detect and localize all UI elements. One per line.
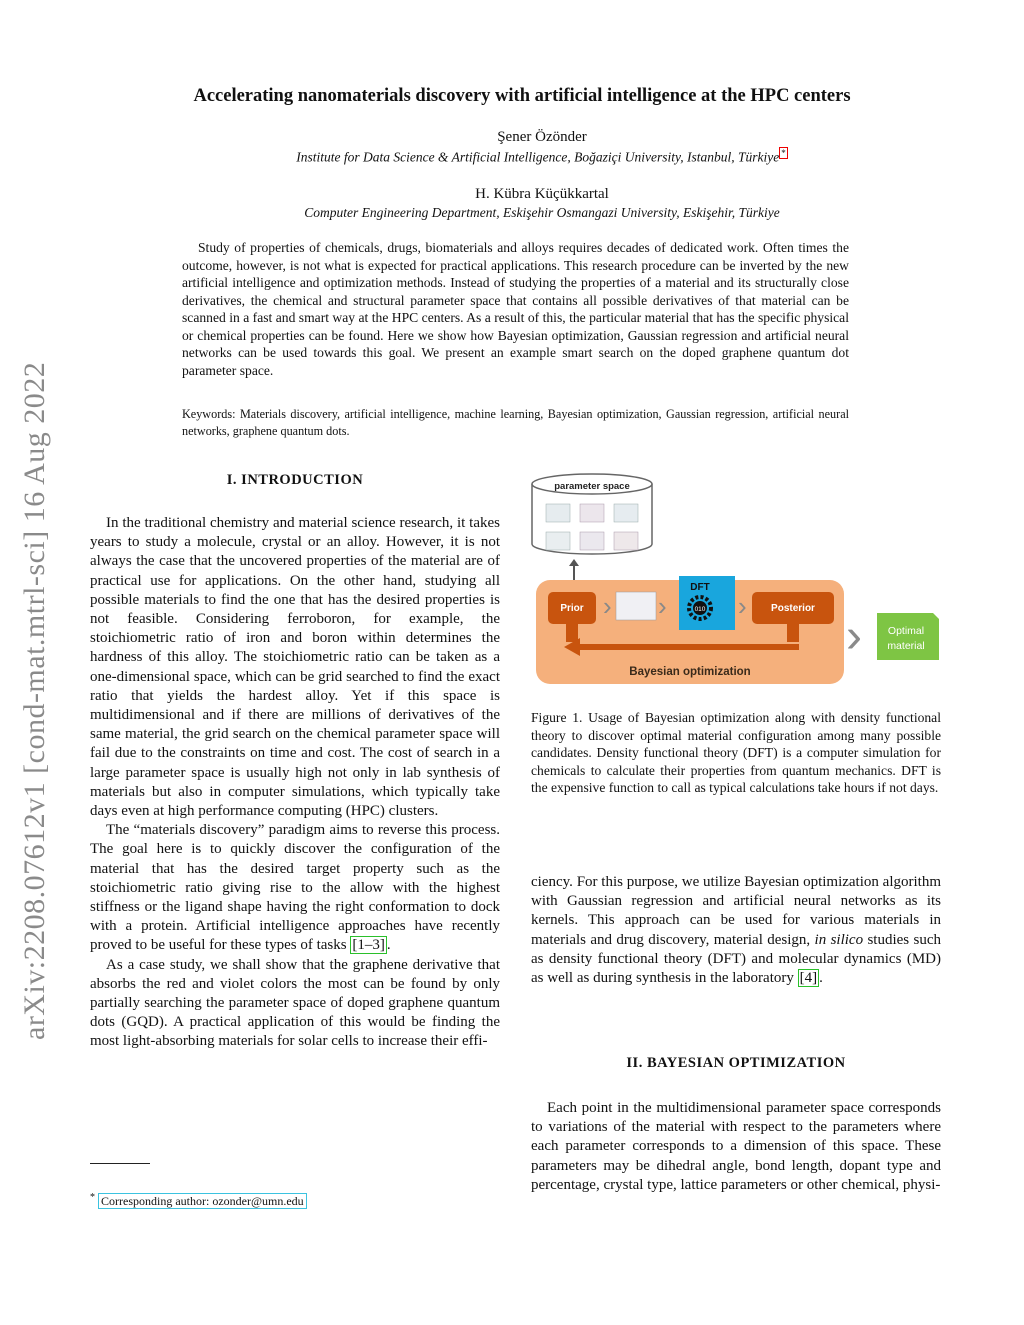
dft-box xyxy=(679,576,735,630)
posterior-label: Posterior xyxy=(771,603,815,614)
chevron-right-icon: › xyxy=(738,591,747,621)
footnote-rule xyxy=(90,1163,150,1164)
right-column-text xyxy=(531,873,941,988)
author-2: H. Kübra Küçükkartal xyxy=(475,186,609,202)
optimal-label-line-2: material xyxy=(887,640,925,652)
intro-paragraph-1: In the traditional chemistry and material science research, it takes years to study a molecule, crystal or an alloy. However, it is not always the case that the uncovered properties of the material are of practical use for applications. On the other hand, studying all possible materials to find the one that has the desired properties is not feasible. Considering ferroboron, for example, the stoichiometric ratio of iron and boron within determines the hardness of this alloy. The stoichiometric ratio can be taken as a one-dimensional space, which can be grid searched to find the exact ratio that yields the hardest alloy. Yet if this space is multidimensional and if there are millions of derivatives of the same material, the grid search on the chemical parameter space will fail due to the constraints on time and cost. The cost of search in a large parameter space is usually high not only in lab synthesis of materials but also in computer simulations, which typically take days even at high performance computing (HPC) clusters. xyxy=(90,515,500,820)
paper-title: Accelerating nanomaterials discovery with artificial intelligence at the HPC centers xyxy=(193,86,851,106)
figure-1-diagram xyxy=(528,470,944,700)
prior-label: Prior xyxy=(560,603,584,614)
arxiv-side-stamp: arXiv:2208.07612v1 [cond-mat.mtrl-sci] 16 Aug 2022 xyxy=(18,361,51,1040)
chevron-right-icon: › xyxy=(658,591,667,621)
bayesian-section-text xyxy=(531,1099,941,1195)
svg-text:010: 010 xyxy=(694,606,706,613)
chevron-right-icon: › xyxy=(603,591,612,621)
author-1: Şener Özönder xyxy=(497,129,587,145)
keywords: Keywords: Materials discovery, artificial intelligence, machine learning, Bayesian optimization, Gaussian regression, artificial neural networks, graphene quantum dots. xyxy=(182,407,849,438)
citation-1-3[interactable]: [1–3] xyxy=(352,937,385,954)
corresponding-mark[interactable]: * xyxy=(781,148,786,158)
optimal-label-line-1: Optimal xyxy=(887,625,925,637)
section-heading-bayesian-optimization: II. BAYESIAN OPTIMIZATION xyxy=(626,1055,846,1071)
intro-paragraph-3: As a case study, we shall show that the graphene derivative that absorbs the red and violet colors the most can be found by only partially searching the parameter space of doped graphene quantum dots (GQD). A practical application of this would be finding the most light-absorbing materials for solar cells to increase their effi- xyxy=(90,956,500,1050)
dft-label: DFT xyxy=(690,582,710,593)
abstract: Study of properties of chemicals, drugs, biomaterials and alloys requires decades of dedicated work. Often times the outcome, however, is not what is expected for practical applications. This research procedure can be inverted by the new artificial intelligence and optimization methods. Instead of studying the properties of a material and its structurally close derivatives, the chemical and structural parameter space that contains all possible derivatives of that material can be scanned in a fast and smart way at the HPC centers. As a result of this, the particular material that has the specific physical or chemical properties can be found. Here we show how Bayesian optimization, Gaussian regression and artificial neural networks can be used towards this goal. We present an example smart search on the doped graphene quantum dot parameter space. xyxy=(182,240,849,378)
author-1-affiliation: Institute for Data Science & Artificial Intelligence, Boğaziçi University, Istanbul, Türkiye * xyxy=(296,148,786,165)
left-column-text xyxy=(90,514,500,1052)
cylinder-label: parameter space xyxy=(554,481,630,492)
optimal-material-box xyxy=(877,613,939,660)
chevron-right-icon: › xyxy=(846,610,862,663)
bayesian-optimization-label: Bayesian optimization xyxy=(629,666,751,678)
figure-1-caption: Figure 1. Usage of Bayesian optimization along with density functional theory to discover optimal material configuration among many possible candidates. Density functional theory (DFT) is a computer simulation for chemicals to calculate their properties from quantum mechanics. DFT is the expensive function to call as typical calculations take hours if not days. xyxy=(531,710,941,795)
author-2-affiliation: Computer Engineering Department, Eskişehir Osmangazi University, Eskişehir, Türkiye xyxy=(304,205,780,220)
corresponding-author-link[interactable]: Corresponding author: ozonder@umn.edu xyxy=(98,1193,307,1209)
bayesian-paragraph-1: Each point in the multidimensional parameter space corresponds to variations of the material with respect to the parameters where each parameter corresponds to a dimension of this space. These parameters may be dihedral angle, bond length, dopant type and percentage, crystal type, lattice parameters or other chemical, physi- xyxy=(531,1100,941,1193)
intro-paragraph-2: The “materials discovery” paradigm aims to reverse this process. The goal here is to quickly discover the configuration of the material that has the desired target property such as the stoichiometric ratio giving rise to the allow with the highest stiffness or the ligand shape having the right conformation to dock with a protein. Artificial intelligence approaches have recently proved to be useful for these types of tasks [1–3] . xyxy=(90,822,500,954)
footnote: * Corresponding author: ozonder@umn.edu xyxy=(90,1192,307,1209)
molecule-image xyxy=(616,592,656,620)
citation-4[interactable]: [4] xyxy=(799,970,818,987)
parameter-space-cylinder xyxy=(532,474,652,554)
intro-paragraph-continued: ciency. For this purpose, we utilize Bayesian optimization algorithm with Gaussian regression and artificial neural networks as its kernels. This approach can be used for various materials in materials and drug discovery, material design, in silico studies such as density functional theory (DFT) and molecular dynamics (MD) as well as during synthesis in the laboratory [4] . xyxy=(531,874,941,987)
section-heading-introduction: I. INTRODUCTION xyxy=(226,472,364,488)
